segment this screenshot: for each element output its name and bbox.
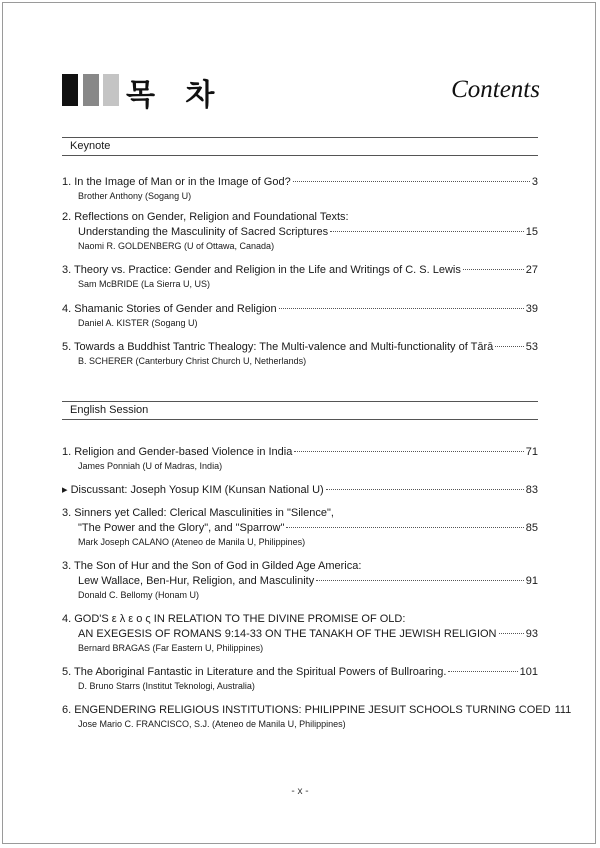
page-header [62,70,540,113]
title-korean: 목 차 [126,78,225,113]
toc-entry[interactable] [62,703,572,731]
leader-dots [294,451,523,452]
entry-author: James Ponniah (U of Madras, India) [78,461,223,471]
page-number: 101 [519,666,538,678]
entry-title: 5. Towards a Buddhist Tantric Thealogy: The Multi-valence and Multi-functionality of Tārā [62,341,494,353]
entry-author: Sam McBRIDE (La Sierra U, US) [78,279,211,289]
entry-title: 4. GOD'S ε λ ε ο ς IN RELATION TO THE DIVINE PROMISE OF OLD: [62,613,406,625]
entry-title: 4. Shamanic Stories of Gender and Religion [62,303,277,315]
entry-title: 1. Religion and Gender-based Violence in India [62,446,293,458]
english-session-section [62,401,572,729]
leader-dots [330,231,524,232]
toc-entry[interactable] [62,559,538,602]
toc-entry[interactable] [62,175,538,203]
entry-title: 2. Reflections on Gender, Religion and Foundational Texts: [62,211,349,223]
section-heading: Keynote [62,137,538,156]
entry-title: 1. In the Image of Man or in the Image of God? [62,176,291,188]
page-number: 91 [525,575,538,587]
entry-author: Mark Joseph CALANO (Ateneo de Manila U, Philippines) [78,537,306,547]
section-heading: English Session [62,401,538,420]
page-footer-number: - x - [291,786,309,797]
toc-entry[interactable] [62,210,538,253]
entry-title: 6. ENGENDERING RELIGIOUS INSTITUTIONS: PHILIPPINE JESUIT SCHOOLS TURNING COED [62,704,551,716]
toc-entry[interactable] [62,665,538,693]
title-english: Contents [451,76,540,103]
page-number: 111 [554,704,572,716]
entry-author: Brother Anthony (Sogang U) [78,191,192,201]
leader-dots [499,633,524,634]
light-gray-bar [103,74,119,106]
entry-author: D. Bruno Starrs (Institut Teknologi, Australia) [78,681,255,691]
entry-title-continued: AN EXEGESIS OF ROMANS 9:14-33 ON THE TANAKH OF THE JEWISH RELIGION [78,628,497,640]
leader-dots [448,671,517,672]
entry-author: B. SCHERER (Canterbury Christ Church U, Netherlands) [78,356,307,366]
leader-dots [293,181,530,182]
page-number: 3 [531,176,538,188]
page-number: 27 [525,264,538,276]
entry-title: ▸ Discussant: Joseph Yosup KIM (Kunsan National U) [62,484,324,496]
page-number: 71 [525,446,538,458]
entry-author: Jose Mario C. FRANCISCO, S.J. (Ateneo de Manila U, Philippines) [78,719,346,729]
leader-dots [286,527,523,528]
toc-entry-discussant[interactable] [62,483,538,498]
leader-dots [495,346,523,347]
leader-dots [279,308,524,309]
toc-entry[interactable] [62,340,538,368]
toc-entry[interactable] [62,263,538,291]
entry-author: Naomi R. GOLDENBERG (U of Ottawa, Canada) [78,241,275,251]
entry-title: 3. The Son of Hur and the Son of God in Gilded Age America: [62,560,362,572]
entry-title-continued: Understanding the Masculinity of Sacred Scriptures [78,226,329,238]
page-number: 93 [525,628,538,640]
black-bar [62,74,78,106]
page-number: 15 [525,226,538,238]
toc-entry[interactable] [62,506,538,549]
page-number: 53 [525,341,538,353]
entry-author: Bernard BRAGAS (Far Eastern U, Philippines) [78,643,264,653]
entry-title: 5. The Aboriginal Fantastic in Literature and the Spiritual Powers of Bullroaring. [62,666,447,678]
entry-title-continued: "The Power and the Glory", and "Sparrow" [78,522,285,534]
entry-author: Donald C. Bellomy (Honam U) [78,590,200,600]
toc-entry[interactable] [62,445,538,473]
entry-title-continued: Lew Wallace, Ben-Hur, Religion, and Masculinity [78,575,315,587]
leader-dots [463,269,524,270]
toc-entry[interactable] [62,302,538,330]
leader-dots [316,580,524,581]
page-number: 83 [525,484,538,496]
gray-bar [83,74,99,106]
leader-dots [326,489,524,490]
keynote-section [62,137,538,366]
toc-entry[interactable] [62,612,538,655]
entry-title: 3. Theory vs. Practice: Gender and Religion in the Life and Writings of C. S. Lewis [62,264,461,276]
entry-title: 3. Sinners yet Called: Clerical Masculinities in "Silence", [62,507,334,519]
page-number: 85 [525,522,538,534]
page-number: 39 [525,303,538,315]
entry-author: Daniel A. KISTER (Sogang U) [78,318,198,328]
